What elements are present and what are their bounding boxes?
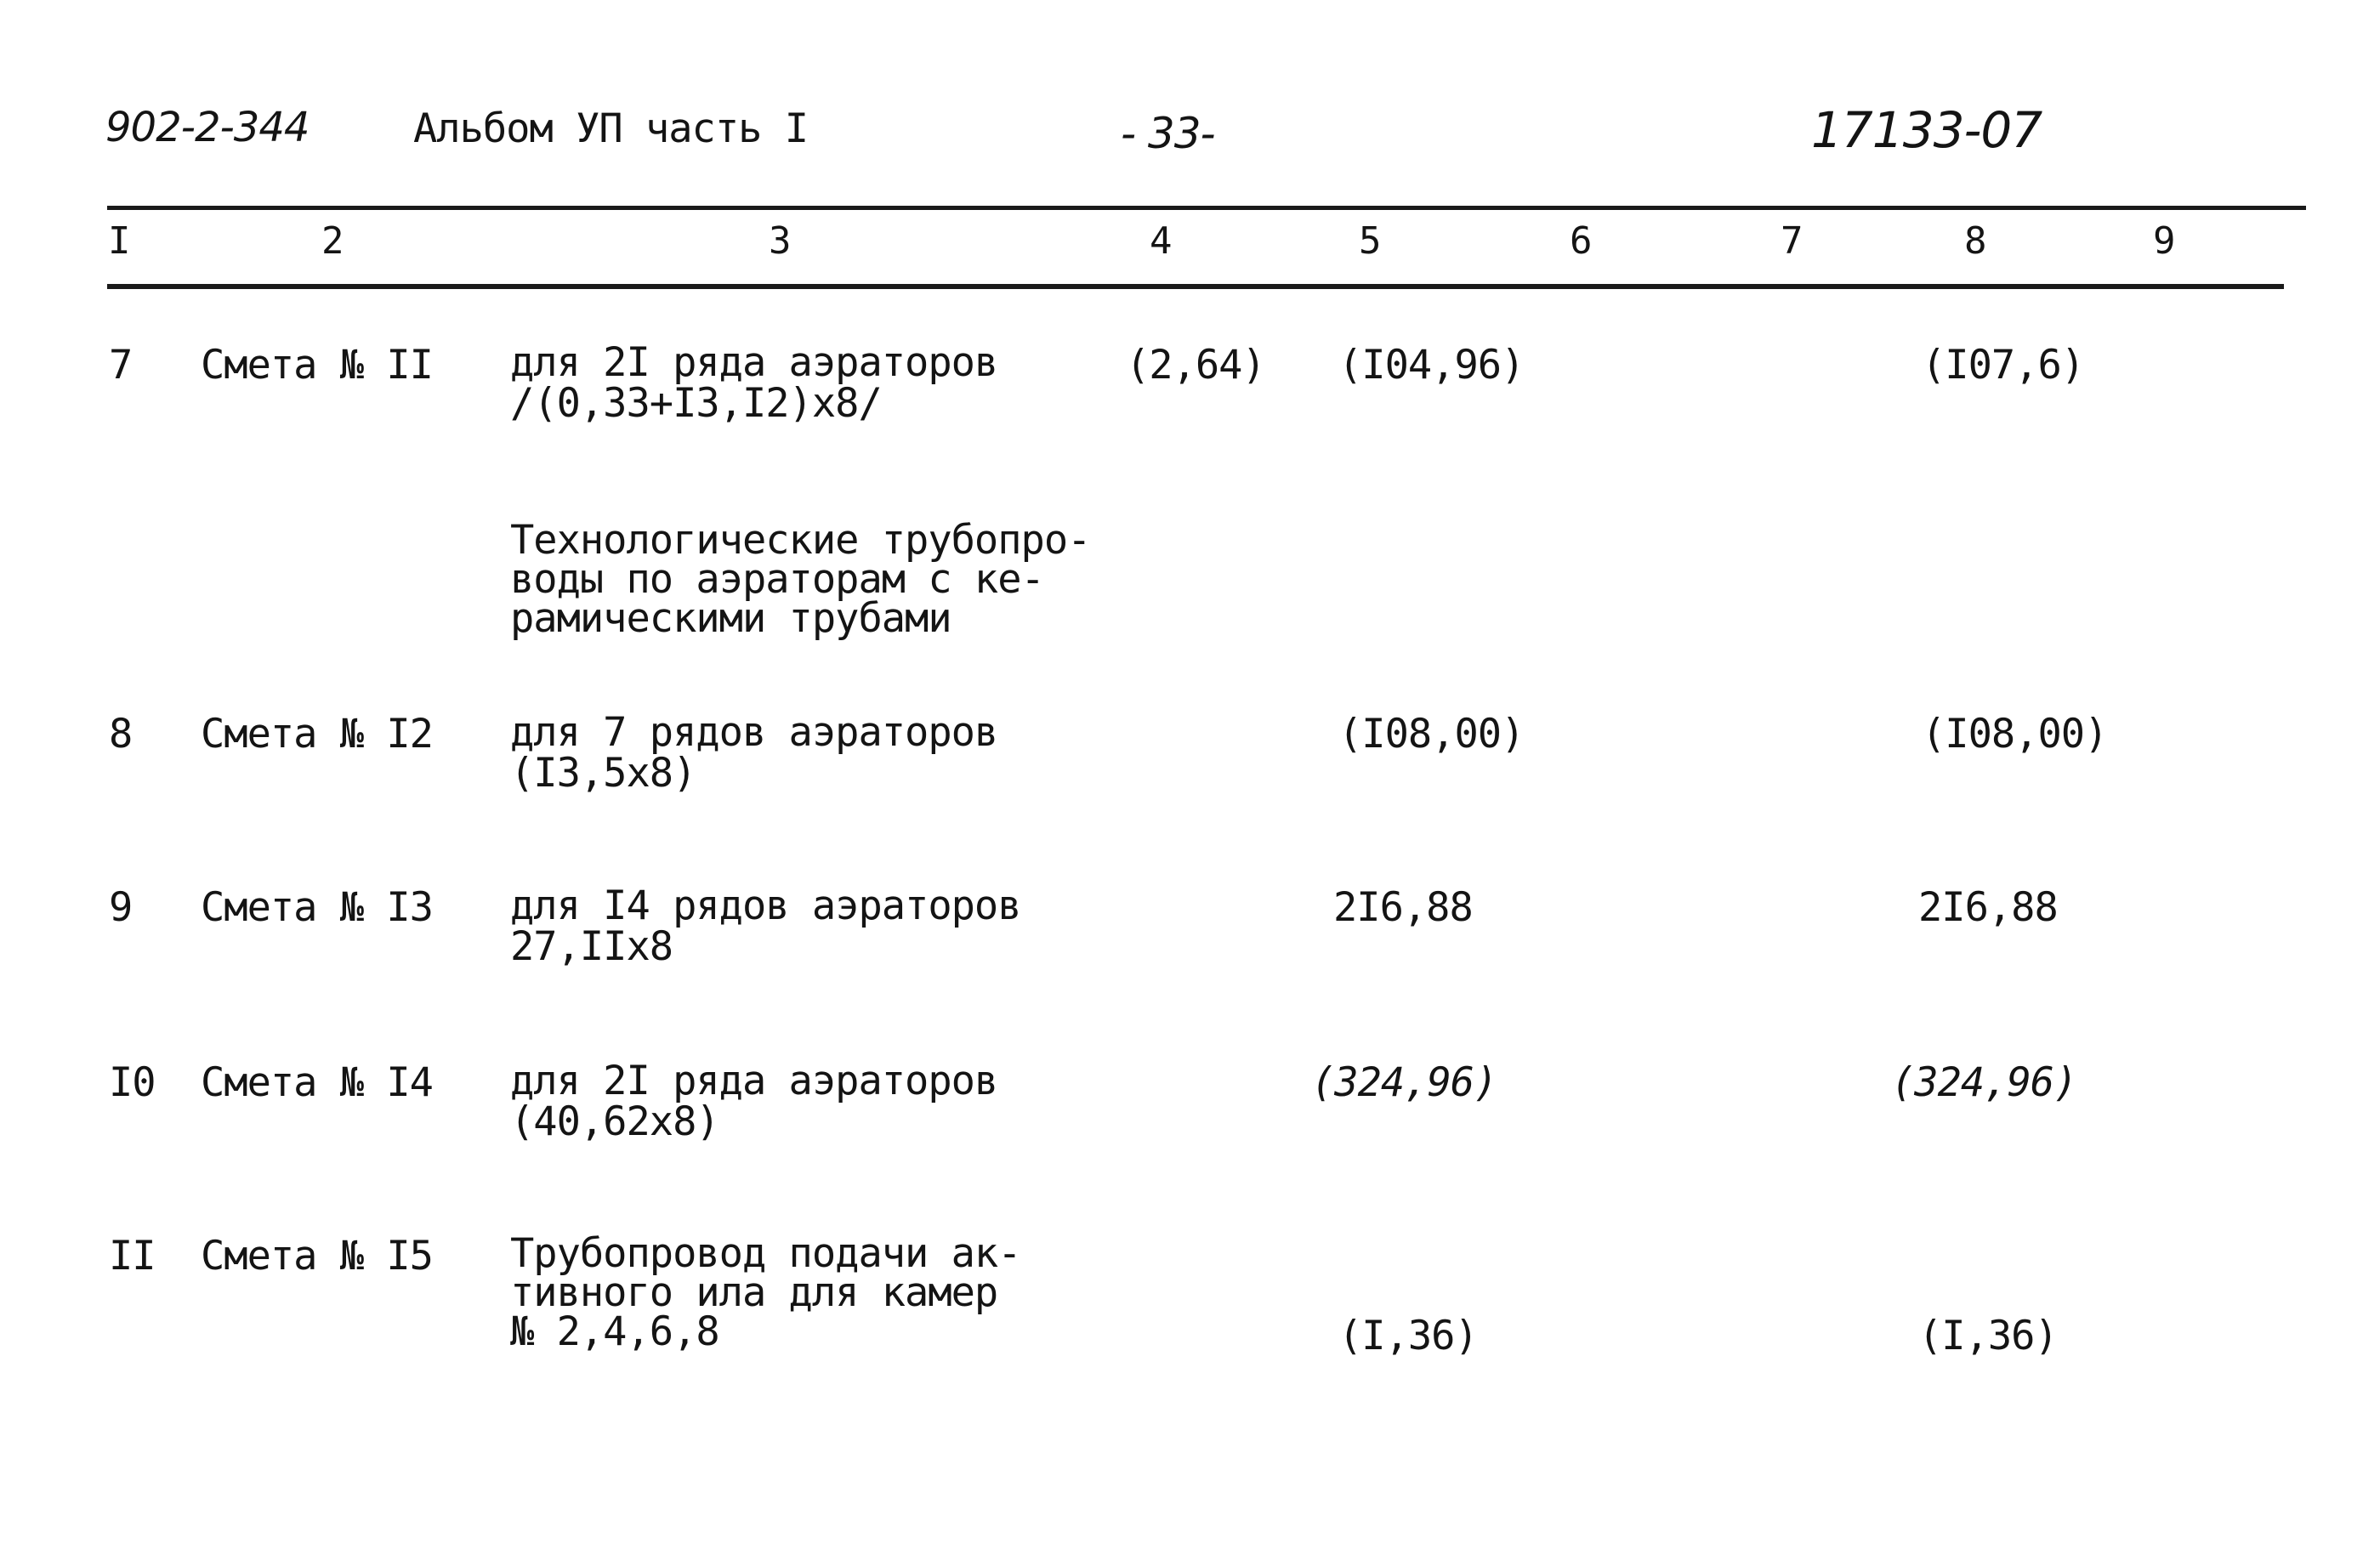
col4-value: (2,64) <box>1126 342 1265 389</box>
row-number: 7 <box>109 342 133 389</box>
column-header-2: 2 <box>321 219 344 263</box>
col5-value: (324,96) <box>1311 1059 1497 1106</box>
column-header-4: 4 <box>1150 219 1172 263</box>
row-description: для 2I ряда аэраторов /(0,33+I3,I2)x8/ <box>510 339 998 427</box>
section-description: Технологические трубопро- воды по аэраторам с ке- рамическими трубами <box>510 517 1091 642</box>
row-description: Трубопровод подачи ак- тивного ила для камер № 2,4,6,8 <box>510 1230 1021 1355</box>
column-header-5: 5 <box>1359 219 1381 263</box>
column-header-6: 6 <box>1570 219 1592 263</box>
estimate-ref: Смета № I3 <box>201 884 433 931</box>
col5-value: (I08,00) <box>1338 711 1525 757</box>
column-header-7: 7 <box>1781 219 1803 263</box>
column-header-1: I <box>108 219 130 263</box>
row-description: для 2I ряда аэраторов (40,62x8) <box>510 1058 998 1145</box>
row-description: для 7 рядов аэраторов (I3,5x8) <box>510 709 998 797</box>
estimate-ref: Смета № I5 <box>201 1233 433 1279</box>
row-description: для I4 рядов аэраторов 27,IIx8 <box>510 882 1021 970</box>
column-header-3: 3 <box>769 219 791 263</box>
table-top-rule <box>107 206 2306 210</box>
col5-value: 2I6,88 <box>1333 884 1473 931</box>
col8-value: (I08,00) <box>1922 711 2108 757</box>
estimate-ref: Смета № I2 <box>201 711 433 757</box>
column-header-9: 9 <box>2153 219 2175 263</box>
row-number: II <box>109 1233 156 1279</box>
col8-value: 2I6,88 <box>1918 884 2058 931</box>
page-number: - 33- <box>1121 109 1215 158</box>
col8-value: (324,96) <box>1891 1059 2077 1106</box>
row-number: I0 <box>109 1059 156 1106</box>
col8-value: (I07,6) <box>1922 342 2085 389</box>
album-title: Альбом УП часть I <box>413 105 809 152</box>
document-code: 902-2-344 <box>105 104 310 151</box>
col5-value: (I04,96) <box>1338 342 1525 389</box>
column-header-8: 8 <box>1964 219 1986 263</box>
estimate-ref: Смета № I4 <box>201 1059 433 1106</box>
estimate-ref: Смета № II <box>201 342 433 389</box>
table-header-rule <box>107 284 2284 289</box>
row-number: 9 <box>109 884 133 931</box>
col8-value: (I,36) <box>1918 1313 2058 1359</box>
archive-number: 17133-07 <box>1811 101 2042 159</box>
row-number: 8 <box>109 711 133 757</box>
col5-value: (I,36) <box>1338 1313 1478 1359</box>
